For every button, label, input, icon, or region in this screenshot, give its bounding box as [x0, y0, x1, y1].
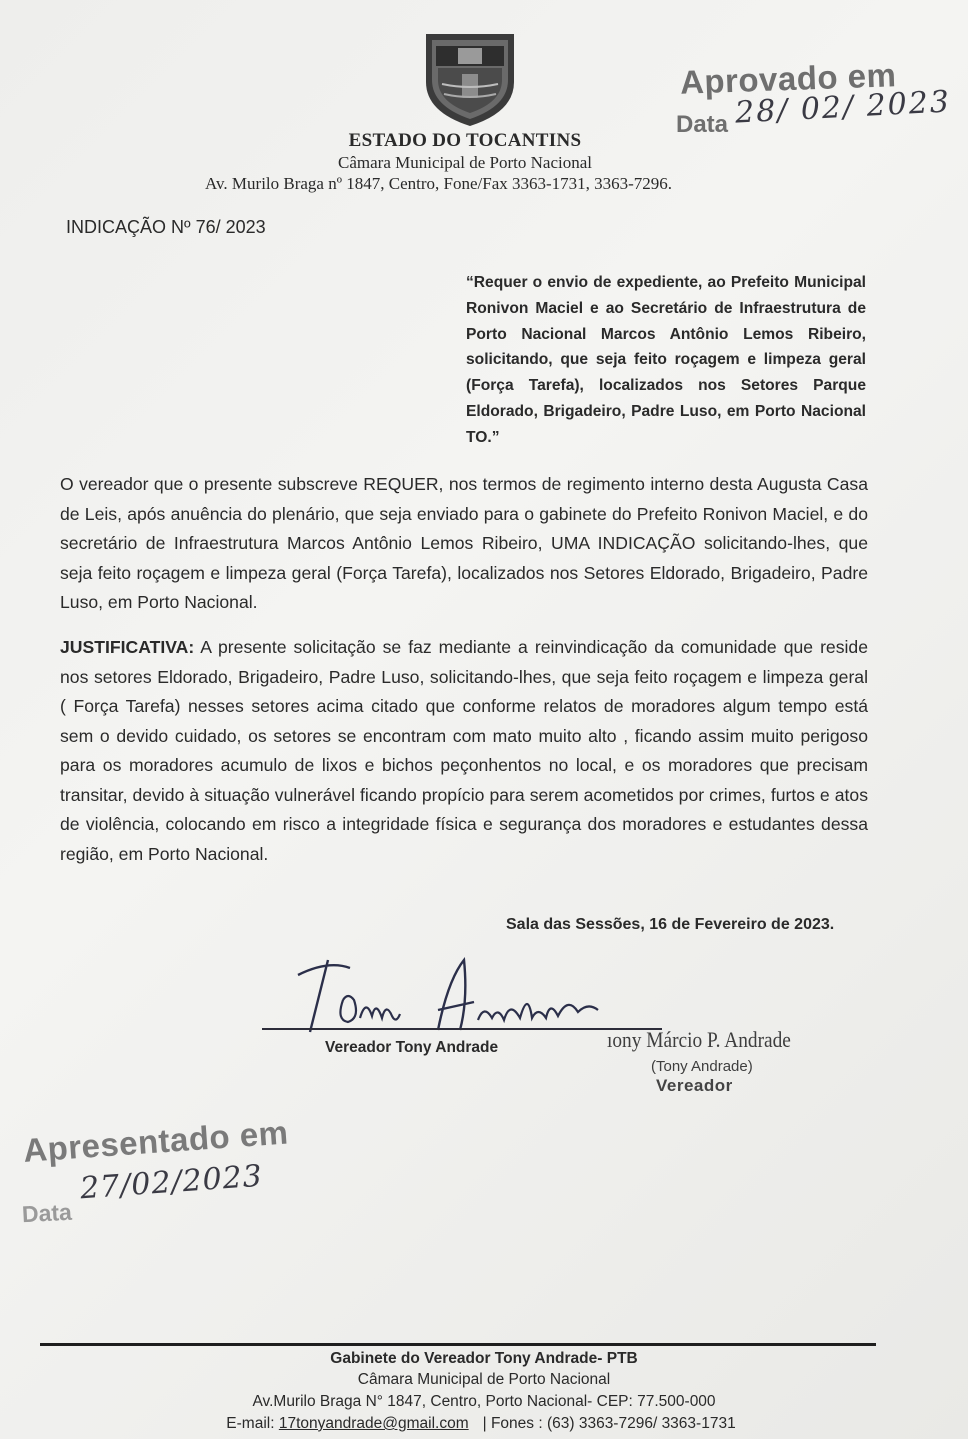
signature-stamp-name: ıony Márcio P. Andrade: [607, 1027, 791, 1052]
presented-stamp-date: 27/02/2023: [79, 1158, 264, 1207]
footer-chamber: Câmara Municipal de Porto Nacional: [357, 1371, 611, 1388]
footer-address: Av.Murilo Braga N° 1847, Centro, Porto Nacional- CEP: 77.500-000: [252, 1393, 716, 1410]
signature-line: [262, 1028, 662, 1030]
justification-label: JUSTIFICATIVA:: [60, 637, 195, 657]
footer-contact: [0, 1415, 968, 1433]
presented-stamp-title: Apresentado em: [22, 1113, 290, 1169]
header-address: Av. Murilo Braga nº 1847, Centro, Fone/Fax 3363-1731, 3363-7296.: [205, 174, 673, 193]
approved-stamp-title: Aprovado em: [679, 56, 897, 101]
document-number: INDICAÇÃO Nº 76/ 2023: [66, 217, 266, 237]
request-paragraph: O vereador que o presente subscreve REQUER, nos termos de regimento interno desta Augusta Casa de Leis, após anuência do plenário, que seja enviado para o gabinete do Prefeito Ronivon Maciel, e do secretário de Infraestrutura Marcos Antônio Lemos Ribeiro, UMA INDICAÇÃO solicitando-lhes, que seja feito roçagem e limpeza geral (Força Tarefa), localizados nos Setores Eldorado, Brigadeiro, Padre Luso, em Porto Nacional.: [60, 474, 868, 612]
place-and-date: Sala das Sessões, 16 de Fevereiro de 2023.: [506, 916, 835, 933]
handwritten-signature: [288, 940, 618, 1040]
footer-phones: | Fones : (63) 3363-7296/ 3363-1731: [482, 1415, 736, 1432]
footer-divider: [40, 1343, 876, 1346]
presented-stamp-data-label: Data: [21, 1198, 73, 1228]
signature-stamp-role: Vereador: [656, 1076, 733, 1095]
justification-text: A presente solicitação se faz mediante a reinvindicação da comunidade que reside nos setores Eldorado, Brigadeiro, Padre Luso, solicitando-lhes, que seja feito roçagem e limpeza geral ( Força Tarefa) nesses setores acima citado que conforme relatos de moradores algum tempo está sem o devido cuidado, os setores se encontram com mato muito alto , ficando assim muito perigoso para os moradores acumulo de lixos e bichos peçonhentos no local, e os moradores que precisam transitar, devido à situação vulnerável ficando propício para serem acometidos por crimes, furtos e atos de violência, colocando em risco a integridade física e segurança dos moradores e estudantes dessa região, em Porto Nacional.: [60, 637, 868, 864]
footer-email-link[interactable]: 17tonyandrade@gmail.com: [278, 1415, 469, 1432]
document-ementa: “Requer o envio de expediente, ao Prefeito Municipal Ronivon Maciel e ao Secretário de Infraestrutura de Porto Nacional Marcos Antônio Lemos Ribeiro, solicitando, que seja feito roçagem e limpeza geral (Força Tarefa), localizados nos Setores Parque Eldorado, Brigadeiro, Padre Luso, em Porto Nacional TO.”: [466, 274, 866, 446]
header-state: ESTADO DO TOCANTINS: [348, 130, 582, 151]
signature-label: Vereador Tony Andrade: [325, 1039, 499, 1056]
signature-stamp-nickname: (Tony Andrade): [651, 1058, 753, 1075]
approved-stamp-date: 28/ 02/ 2023: [734, 84, 952, 131]
coat-of-arms-emblem: [418, 24, 522, 128]
footer-office: Gabinete do Vereador Tony Andrade- PTB: [330, 1350, 638, 1367]
footer-email-label: E-mail:: [226, 1415, 279, 1432]
justification-paragraph: [60, 633, 868, 869]
approved-stamp-data-label: Data: [676, 111, 729, 138]
header-chamber: Câmara Municipal de Porto Nacional: [338, 153, 592, 172]
